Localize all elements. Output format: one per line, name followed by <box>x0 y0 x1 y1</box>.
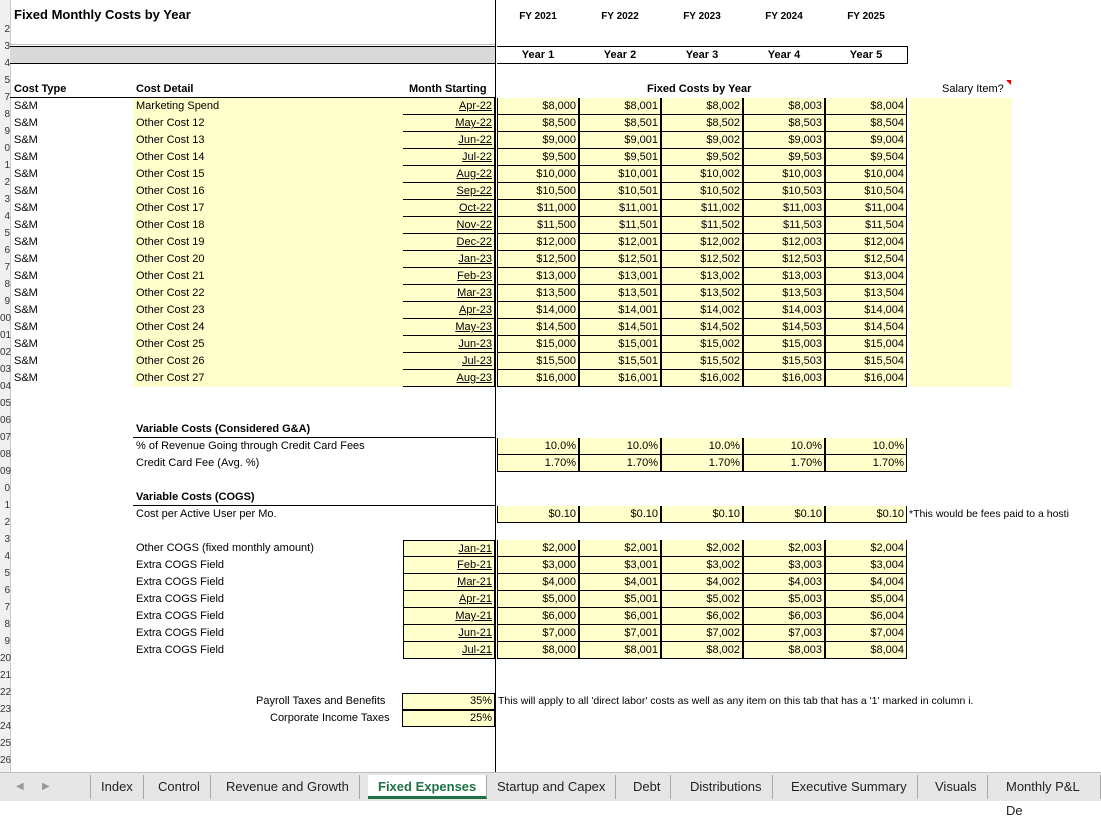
fixed-cost-cell[interactable]: $13,000 <box>497 268 579 285</box>
sheet-title: Fixed Monthly Costs by Year <box>14 7 191 22</box>
fixed-cost-cell[interactable]: $16,001 <box>579 370 661 387</box>
header-cost-detail: Cost Detail <box>136 83 194 95</box>
row-number[interactable]: 3 <box>4 41 10 52</box>
sheet-tab[interactable]: Executive Summary <box>781 775 918 799</box>
row-number[interactable]: 7 <box>4 262 10 273</box>
fixed-cost-cell[interactable]: $15,502 <box>661 353 743 370</box>
cost-detail-cell[interactable]: Other Cost 26 <box>136 355 205 367</box>
cost-type-cell[interactable]: S&M <box>14 202 38 214</box>
month-starting-cell[interactable]: Jun-23 <box>403 336 495 353</box>
fixed-cost-cell[interactable]: $11,004 <box>825 200 907 217</box>
cogs-cell[interactable]: $6,003 <box>743 608 825 625</box>
fixed-cost-cell[interactable]: $12,503 <box>743 251 825 268</box>
fixed-cost-cell[interactable]: $11,503 <box>743 217 825 234</box>
cogs-month-cell[interactable]: Jun-21 <box>403 625 495 642</box>
variable-ga-cell[interactable]: 10.0% <box>579 438 661 455</box>
cogs-label: Extra COGS Field <box>136 627 225 639</box>
cogs-label: Extra COGS Field <box>136 593 225 605</box>
row-number[interactable]: 6 <box>4 245 10 256</box>
fixed-cost-cell[interactable]: $14,002 <box>661 302 743 319</box>
fixed-cost-cell[interactable]: $10,000 <box>497 166 579 183</box>
fixed-cost-cell[interactable]: $14,503 <box>743 319 825 336</box>
cogs-cell[interactable]: $5,003 <box>743 591 825 608</box>
month-starting-cell[interactable]: Sep-22 <box>403 183 495 200</box>
sheet-tab[interactable]: Fixed Expenses <box>368 775 487 799</box>
variable-ga-cell[interactable]: 10.0% <box>825 438 907 455</box>
cogs-cell[interactable]: $4,000 <box>497 574 579 591</box>
cogs-cell[interactable]: $2,003 <box>743 540 825 557</box>
cogs-cell[interactable]: $2,002 <box>661 540 743 557</box>
fixed-cost-cell[interactable]: $16,003 <box>743 370 825 387</box>
payroll-taxes-label: Payroll Taxes and Benefits <box>256 695 386 707</box>
month-starting-cell[interactable]: May-23 <box>403 319 495 336</box>
fixed-cost-cell[interactable]: $15,501 <box>579 353 661 370</box>
month-starting-cell[interactable]: Dec-22 <box>403 234 495 251</box>
month-starting-cell[interactable]: Jul-23 <box>403 353 495 370</box>
sheet-tab[interactable]: Monthly P&L De <box>996 775 1101 799</box>
row-number[interactable]: 3 <box>4 534 10 545</box>
cost-detail-cell[interactable]: Other Cost 22 <box>136 287 205 299</box>
cogs-cell[interactable]: $3,002 <box>661 557 743 574</box>
fixed-cost-cell[interactable]: $10,001 <box>579 166 661 183</box>
fixed-cost-cell[interactable]: $12,001 <box>579 234 661 251</box>
tab-scroll-left-icon[interactable]: ◀ <box>16 781 24 792</box>
header-cost-type: Cost Type <box>14 83 67 95</box>
row-number[interactable]: 00 <box>0 313 12 324</box>
fy-header: FY 2023 <box>683 11 721 22</box>
fixed-cost-cell[interactable]: $13,001 <box>579 268 661 285</box>
sheet-tab-bar <box>0 772 1101 818</box>
fixed-cost-cell[interactable]: $8,504 <box>825 115 907 132</box>
cogs-cell[interactable]: $8,004 <box>825 642 907 659</box>
fixed-cost-cell[interactable]: $10,002 <box>661 166 743 183</box>
cost-detail-cell[interactable]: Other Cost 27 <box>136 372 205 384</box>
fixed-cost-cell[interactable]: $9,501 <box>579 149 661 166</box>
row-number[interactable]: 8 <box>4 619 10 630</box>
cogs-label: Extra COGS Field <box>136 559 225 571</box>
fixed-cost-cell[interactable]: $9,004 <box>825 132 907 149</box>
cost-type-cell[interactable]: S&M <box>14 338 38 350</box>
cogs-cell[interactable]: $5,001 <box>579 591 661 608</box>
sheet-tab[interactable]: Debt <box>623 775 671 799</box>
cogs-cell[interactable]: $2,001 <box>579 540 661 557</box>
cost-type-cell[interactable]: S&M <box>14 372 38 384</box>
fixed-cost-cell[interactable]: $11,500 <box>497 217 579 234</box>
fixed-cost-cell[interactable]: $8,502 <box>661 115 743 132</box>
fixed-cost-cell[interactable]: $12,004 <box>825 234 907 251</box>
fixed-cost-cell[interactable]: $11,000 <box>497 200 579 217</box>
fixed-cost-cell[interactable]: $16,000 <box>497 370 579 387</box>
cost-type-cell[interactable]: S&M <box>14 355 38 367</box>
fixed-cost-cell[interactable]: $11,001 <box>579 200 661 217</box>
year-header: Year 1 <box>521 49 555 61</box>
row-number[interactable]: 8 <box>4 279 10 290</box>
salary-item-fill[interactable] <box>910 98 1012 387</box>
fixed-cost-cell[interactable]: $15,504 <box>825 353 907 370</box>
header-salary-item[interactable]: Salary Item? <box>942 83 1004 95</box>
cost-type-cell[interactable]: S&M <box>14 117 38 129</box>
fixed-cost-cell[interactable]: $14,004 <box>825 302 907 319</box>
cogs-cell[interactable]: $3,003 <box>743 557 825 574</box>
fixed-cost-cell[interactable]: $9,504 <box>825 149 907 166</box>
fixed-cost-cell[interactable]: $12,000 <box>497 234 579 251</box>
fixed-cost-cell[interactable]: $15,003 <box>743 336 825 353</box>
fy-header: FY 2024 <box>765 11 803 22</box>
cogs-cell[interactable]: $2,000 <box>497 540 579 557</box>
cost-type-cell[interactable]: S&M <box>14 134 38 146</box>
row-number[interactable]: 25 <box>0 738 12 749</box>
row-number[interactable]: 01 <box>0 330 12 341</box>
fixed-cost-cell[interactable]: $11,003 <box>743 200 825 217</box>
row-number[interactable]: 5 <box>4 568 10 579</box>
fy-header: FY 2022 <box>601 11 639 22</box>
fixed-cost-cell[interactable]: $13,504 <box>825 285 907 302</box>
sheet-tab[interactable]: Visuals <box>925 775 988 799</box>
fixed-cost-cell[interactable]: $13,502 <box>661 285 743 302</box>
row-number[interactable]: 09 <box>0 466 12 477</box>
cogs-cell[interactable]: $7,001 <box>579 625 661 642</box>
month-starting-cell[interactable]: Feb-23 <box>403 268 495 285</box>
hosting-note: *This would be fees paid to a hosti <box>909 508 1069 520</box>
cost-type-cell[interactable]: S&M <box>14 185 38 197</box>
cogs-label: Extra COGS Field <box>136 576 225 588</box>
cost-type-cell[interactable]: S&M <box>14 287 38 299</box>
cogs-cell[interactable]: $5,002 <box>661 591 743 608</box>
fixed-cost-cell[interactable]: $12,003 <box>743 234 825 251</box>
row-number[interactable]: 3 <box>4 194 10 205</box>
month-starting-cell[interactable]: Aug-22 <box>403 166 495 183</box>
cost-detail-cell[interactable]: Other Cost 13 <box>136 134 205 146</box>
cost-type-cell[interactable]: S&M <box>14 321 38 333</box>
comment-indicator-icon[interactable] <box>1006 80 1011 85</box>
variable-ga-cell[interactable]: 1.70% <box>743 455 825 472</box>
cost-detail-cell[interactable]: Other Cost 23 <box>136 304 205 316</box>
month-starting-cell[interactable]: Apr-23 <box>403 302 495 319</box>
fixed-cost-cell[interactable]: $10,502 <box>661 183 743 200</box>
sheet-tab[interactable]: Index <box>90 775 144 799</box>
row-number[interactable]: 02 <box>0 347 12 358</box>
fixed-cost-cell[interactable]: $15,002 <box>661 336 743 353</box>
cogs-cell[interactable]: $6,004 <box>825 608 907 625</box>
variable-ga-cell[interactable]: 1.70% <box>497 455 579 472</box>
corporate-taxes-label: Corporate Income Taxes <box>270 712 390 724</box>
header-fixed-costs: Fixed Costs by Year <box>647 83 752 95</box>
fixed-cost-cell[interactable]: $14,003 <box>743 302 825 319</box>
cogs-cell[interactable]: $4,002 <box>661 574 743 591</box>
fixed-cost-cell[interactable]: $10,501 <box>579 183 661 200</box>
month-starting-cell[interactable]: Jul-22 <box>403 149 495 166</box>
cost-type-cell[interactable]: S&M <box>14 168 38 180</box>
row-number[interactable]: 08 <box>0 449 12 460</box>
cost-detail-cell[interactable]: Other Cost 19 <box>136 236 205 248</box>
cost-type-cell[interactable]: S&M <box>14 270 38 282</box>
row-number[interactable]: 4 <box>4 211 10 222</box>
cost-per-user-cell[interactable]: $0.10 <box>825 506 907 523</box>
fixed-cost-cell[interactable]: $13,003 <box>743 268 825 285</box>
row-number[interactable]: 04 <box>0 381 12 392</box>
cost-type-cell[interactable]: S&M <box>14 236 38 248</box>
cogs-label: Extra COGS Field <box>136 644 225 656</box>
fixed-cost-cell[interactable]: $14,500 <box>497 319 579 336</box>
row-number[interactable]: 2 <box>4 177 10 188</box>
row-number[interactable]: 5 <box>4 228 10 239</box>
divider <box>10 44 495 45</box>
cogs-cell[interactable]: $4,001 <box>579 574 661 591</box>
year-header: Year 4 <box>767 49 801 61</box>
fixed-cost-cell[interactable]: $8,500 <box>497 115 579 132</box>
fixed-cost-cell[interactable]: $9,502 <box>661 149 743 166</box>
cogs-cell[interactable]: $8,003 <box>743 642 825 659</box>
variable-ga-label: Credit Card Fee (Avg. %) <box>136 457 260 469</box>
cogs-cell[interactable]: $8,000 <box>497 642 579 659</box>
cogs-month-cell[interactable]: May-21 <box>403 608 495 625</box>
sheet-tab[interactable]: Revenue and Growth <box>216 775 360 799</box>
year-header: Year 5 <box>849 49 883 61</box>
cogs-cell[interactable]: $3,000 <box>497 557 579 574</box>
fixed-cost-cell[interactable]: $16,004 <box>825 370 907 387</box>
fixed-cost-cell[interactable]: $11,002 <box>661 200 743 217</box>
tab-scroll-right-icon[interactable]: ▶ <box>42 781 50 792</box>
cogs-cell[interactable]: $7,000 <box>497 625 579 642</box>
cogs-cell[interactable]: $5,004 <box>825 591 907 608</box>
cost-detail-cell[interactable]: Other Cost 18 <box>136 219 205 231</box>
variable-ga-cell[interactable]: 10.0% <box>743 438 825 455</box>
fixed-cost-cell[interactable]: $9,002 <box>661 132 743 149</box>
cogs-cell[interactable]: $6,002 <box>661 608 743 625</box>
fixed-cost-cell[interactable]: $10,003 <box>743 166 825 183</box>
cogs-label: Extra COGS Field <box>136 610 225 622</box>
cost-detail-cell[interactable]: Other Cost 20 <box>136 253 205 265</box>
month-starting-cell[interactable]: Jan-23 <box>403 251 495 268</box>
cost-per-user-cell[interactable]: $0.10 <box>497 506 579 523</box>
row-number[interactable]: 7 <box>4 602 10 613</box>
fixed-cost-cell[interactable]: $10,503 <box>743 183 825 200</box>
month-starting-cell[interactable]: Mar-23 <box>403 285 495 302</box>
fixed-cost-cell[interactable]: $13,503 <box>743 285 825 302</box>
fixed-cost-cell[interactable]: $12,501 <box>579 251 661 268</box>
fixed-cost-cell[interactable]: $14,504 <box>825 319 907 336</box>
fixed-cost-cell[interactable]: $15,000 <box>497 336 579 353</box>
year-band-left <box>10 46 495 64</box>
row-number[interactable]: 03 <box>0 364 12 375</box>
fixed-cost-cell[interactable]: $9,000 <box>497 132 579 149</box>
fixed-cost-cell[interactable]: $14,501 <box>579 319 661 336</box>
cost-per-user-cell[interactable]: $0.10 <box>743 506 825 523</box>
fy-header: FY 2025 <box>847 11 885 22</box>
cogs-month-cell[interactable]: Apr-21 <box>403 591 495 608</box>
fixed-cost-cell[interactable]: $15,004 <box>825 336 907 353</box>
fixed-cost-cell[interactable]: $8,001 <box>579 98 661 115</box>
fixed-cost-cell[interactable]: $8,002 <box>661 98 743 115</box>
row-number[interactable]: 4 <box>4 551 10 562</box>
fixed-cost-cell[interactable]: $16,002 <box>661 370 743 387</box>
fixed-cost-cell[interactable]: $10,504 <box>825 183 907 200</box>
cogs-cell[interactable]: $5,000 <box>497 591 579 608</box>
fixed-cost-cell[interactable]: $13,002 <box>661 268 743 285</box>
row-number[interactable]: 2 <box>4 24 10 35</box>
year-header: Year 2 <box>603 49 637 61</box>
fixed-cost-cell[interactable]: $9,003 <box>743 132 825 149</box>
payroll-taxes-note: This will apply to all 'direct labor' costs as well as any item on this tab that has a '1' marked in column i. <box>498 695 974 707</box>
fixed-cost-cell[interactable]: $11,502 <box>661 217 743 234</box>
cogs-month-cell[interactable]: Jan-21 <box>403 540 495 557</box>
variable-ga-cell[interactable]: 10.0% <box>661 438 743 455</box>
row-number[interactable]: 9 <box>4 126 10 137</box>
row-number[interactable]: 0 <box>4 483 10 494</box>
row-number[interactable]: 0 <box>4 143 10 154</box>
cogs-month-cell[interactable]: Jul-21 <box>403 642 495 659</box>
row-number[interactable]: 9 <box>4 296 10 307</box>
fixed-cost-cell[interactable]: $8,503 <box>743 115 825 132</box>
cogs-cell[interactable]: $8,002 <box>661 642 743 659</box>
corporate-taxes-value[interactable]: 25% <box>402 710 495 727</box>
row-number[interactable]: 9 <box>4 636 10 647</box>
fixed-cost-cell[interactable]: $14,502 <box>661 319 743 336</box>
variable-cogs-heading: Variable Costs (COGS) <box>136 491 255 503</box>
cogs-cell[interactable]: $7,003 <box>743 625 825 642</box>
header-month-starting: Month Starting <box>409 83 487 95</box>
cogs-label: Other COGS (fixed monthly amount) <box>136 542 314 554</box>
fixed-cost-cell[interactable]: $12,500 <box>497 251 579 268</box>
cost-type-cell[interactable]: S&M <box>14 100 38 112</box>
cogs-cell[interactable]: $7,002 <box>661 625 743 642</box>
sheet-tab[interactable]: Startup and Capex <box>487 775 616 799</box>
fixed-cost-cell[interactable]: $10,004 <box>825 166 907 183</box>
fixed-cost-cell[interactable]: $8,000 <box>497 98 579 115</box>
fixed-cost-cell[interactable]: $15,001 <box>579 336 661 353</box>
fixed-cost-cell[interactable]: $8,501 <box>579 115 661 132</box>
month-starting-cell[interactable]: Nov-22 <box>403 217 495 234</box>
variable-ga-label: % of Revenue Going through Credit Card Fees <box>136 440 365 452</box>
row-number[interactable]: 20 <box>0 653 12 664</box>
fixed-cost-cell[interactable]: $11,501 <box>579 217 661 234</box>
variable-ga-heading: Variable Costs (Considered G&A) <box>136 423 311 435</box>
cost-detail-cell[interactable]: Marketing Spend <box>136 100 220 112</box>
fy-header: FY 2021 <box>519 11 557 22</box>
row-number[interactable]: 06 <box>0 415 12 426</box>
variable-ga-cell[interactable]: 1.70% <box>579 455 661 472</box>
row-number[interactable]: 1 <box>4 160 10 171</box>
fixed-cost-cell[interactable]: $12,002 <box>661 234 743 251</box>
fixed-cost-cell[interactable]: $14,000 <box>497 302 579 319</box>
row-number[interactable]: 23 <box>0 704 12 715</box>
row-number[interactable]: 1 <box>4 500 10 511</box>
row-number[interactable]: 7 <box>4 92 10 103</box>
month-starting-cell[interactable]: Jun-22 <box>403 132 495 149</box>
fixed-cost-cell[interactable]: $10,500 <box>497 183 579 200</box>
sheet-tab[interactable]: Distributions <box>680 775 773 799</box>
fixed-cost-cell[interactable]: $15,500 <box>497 353 579 370</box>
cogs-month-cell[interactable]: Mar-21 <box>403 574 495 591</box>
cost-per-user-label: Cost per Active User per Mo. <box>136 508 277 520</box>
cost-type-cell[interactable]: S&M <box>14 219 38 231</box>
fixed-cost-cell[interactable]: $15,503 <box>743 353 825 370</box>
fixed-cost-cell[interactable]: $8,003 <box>743 98 825 115</box>
row-number[interactable]: 22 <box>0 687 12 698</box>
year-header: Year 3 <box>685 49 719 61</box>
payroll-taxes-value[interactable]: 35% <box>402 693 495 710</box>
row-number[interactable]: 6 <box>4 585 10 596</box>
cogs-cell[interactable]: $3,001 <box>579 557 661 574</box>
fixed-cost-cell[interactable]: $9,500 <box>497 149 579 166</box>
fixed-cost-cell[interactable]: $9,001 <box>579 132 661 149</box>
cost-per-user-cell[interactable]: $0.10 <box>661 506 743 523</box>
cost-detail-cell[interactable]: Other Cost 15 <box>136 168 205 180</box>
cogs-month-cell[interactable]: Feb-21 <box>403 557 495 574</box>
cost-detail-cell[interactable]: Other Cost 16 <box>136 185 205 197</box>
month-starting-cell[interactable]: Apr-22 <box>403 98 495 115</box>
fixed-cost-cell[interactable]: $13,500 <box>497 285 579 302</box>
row-number[interactable]: 5 <box>4 75 10 86</box>
cost-detail-cell[interactable]: Other Cost 21 <box>136 270 205 282</box>
row-number[interactable]: 07 <box>0 432 12 443</box>
row-number[interactable]: 2 <box>4 517 10 528</box>
row-number[interactable]: 26 <box>0 755 12 766</box>
cost-type-cell[interactable]: S&M <box>14 304 38 316</box>
month-starting-cell[interactable]: May-22 <box>403 115 495 132</box>
month-starting-cell[interactable]: Aug-23 <box>403 370 495 387</box>
fixed-cost-cell[interactable]: $13,501 <box>579 285 661 302</box>
cost-per-user-cell[interactable]: $0.10 <box>579 506 661 523</box>
cost-detail-cell[interactable]: Other Cost 12 <box>136 117 205 129</box>
cogs-cell[interactable]: $4,003 <box>743 574 825 591</box>
row-number[interactable]: 24 <box>0 721 12 732</box>
cogs-cell[interactable]: $6,000 <box>497 608 579 625</box>
row-number[interactable]: 8 <box>4 109 10 120</box>
fixed-cost-cell[interactable]: $8,004 <box>825 98 907 115</box>
cogs-cell[interactable]: $2,004 <box>825 540 907 557</box>
cost-detail-cell[interactable]: Other Cost 17 <box>136 202 205 214</box>
cogs-cell[interactable]: $4,004 <box>825 574 907 591</box>
cost-type-cell[interactable]: S&M <box>14 253 38 265</box>
fixed-cost-cell[interactable]: $11,504 <box>825 217 907 234</box>
variable-ga-cell[interactable]: 10.0% <box>497 438 579 455</box>
fixed-cost-cell[interactable]: $12,504 <box>825 251 907 268</box>
column-divider <box>495 0 496 772</box>
cost-detail-cell[interactable]: Other Cost 25 <box>136 338 205 350</box>
row-number[interactable]: 21 <box>0 670 12 681</box>
cost-detail-cell[interactable]: Other Cost 14 <box>136 151 205 163</box>
cogs-cell[interactable]: $6,001 <box>579 608 661 625</box>
fixed-cost-cell[interactable]: $9,503 <box>743 149 825 166</box>
row-number[interactable]: 4 <box>4 58 10 69</box>
cost-type-cell[interactable]: S&M <box>14 151 38 163</box>
cost-detail-cell[interactable]: Other Cost 24 <box>136 321 205 333</box>
variable-ga-cell[interactable]: 1.70% <box>661 455 743 472</box>
variable-ga-cell[interactable]: 1.70% <box>825 455 907 472</box>
fixed-cost-cell[interactable]: $14,001 <box>579 302 661 319</box>
month-starting-cell[interactable]: Oct-22 <box>403 200 495 217</box>
cogs-cell[interactable]: $7,004 <box>825 625 907 642</box>
sheet-tab[interactable]: Control <box>148 775 211 799</box>
row-number[interactable]: 05 <box>0 398 12 409</box>
fixed-cost-cell[interactable]: $12,502 <box>661 251 743 268</box>
cogs-cell[interactable]: $3,004 <box>825 557 907 574</box>
cogs-cell[interactable]: $8,001 <box>579 642 661 659</box>
fixed-cost-cell[interactable]: $13,004 <box>825 268 907 285</box>
